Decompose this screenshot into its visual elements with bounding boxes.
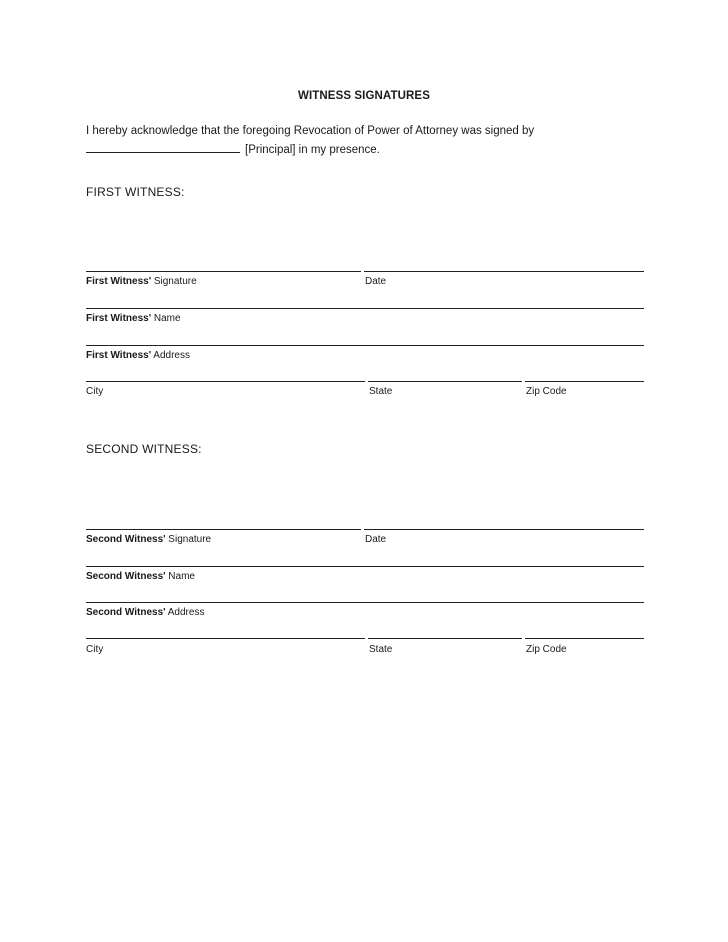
second-witness-state-line[interactable] <box>368 638 522 639</box>
second-witness-signature-line[interactable] <box>86 529 361 530</box>
second-witness-name-label: Second Witness' Name <box>86 571 195 582</box>
first-witness-name-line[interactable] <box>86 308 644 309</box>
second-witness-state-label: State <box>369 644 393 655</box>
first-witness-zip-line[interactable] <box>525 381 644 382</box>
second-witness-zip-label: Zip Code <box>526 644 567 655</box>
principal-name-blank[interactable] <box>86 142 240 153</box>
first-witness-heading: FIRST WITNESS: <box>86 185 185 199</box>
first-witness-city-label: City <box>86 386 104 397</box>
principal-suffix-text: [Principal] in my presence. <box>245 144 380 156</box>
first-witness-name-label: First Witness' Name <box>86 313 181 324</box>
first-witness-date-line[interactable] <box>364 271 644 272</box>
second-witness-date-line[interactable] <box>364 529 644 530</box>
first-witness-state-label: State <box>369 386 393 397</box>
page-title: WITNESS SIGNATURES <box>298 90 430 102</box>
second-witness-heading: SECOND WITNESS: <box>86 442 202 456</box>
second-witness-signature-label: Second Witness' Signature <box>86 534 212 545</box>
first-witness-address-line[interactable] <box>86 345 644 346</box>
first-witness-signature-label: First Witness' Signature <box>86 276 197 287</box>
acknowledgement-text-line2 <box>86 142 380 157</box>
first-witness-city-line[interactable] <box>86 381 365 382</box>
first-witness-state-line[interactable] <box>368 381 522 382</box>
first-witness-signature-line[interactable] <box>86 271 361 272</box>
first-witness-address-label: First Witness' Address <box>86 350 190 361</box>
second-witness-date-label: Date <box>365 534 387 545</box>
first-witness-zip-label: Zip Code <box>526 386 567 397</box>
second-witness-address-label: Second Witness' Address <box>86 607 205 618</box>
second-witness-city-line[interactable] <box>86 638 365 639</box>
first-witness-date-label: Date <box>365 276 387 287</box>
second-witness-name-line[interactable] <box>86 566 644 567</box>
second-witness-zip-line[interactable] <box>525 638 644 639</box>
second-witness-city-label: City <box>86 644 104 655</box>
second-witness-address-line[interactable] <box>86 602 644 603</box>
acknowledgement-text-line1: I hereby acknowledge that the foregoing Revocation of Power of Attorney was signed by <box>86 125 535 137</box>
